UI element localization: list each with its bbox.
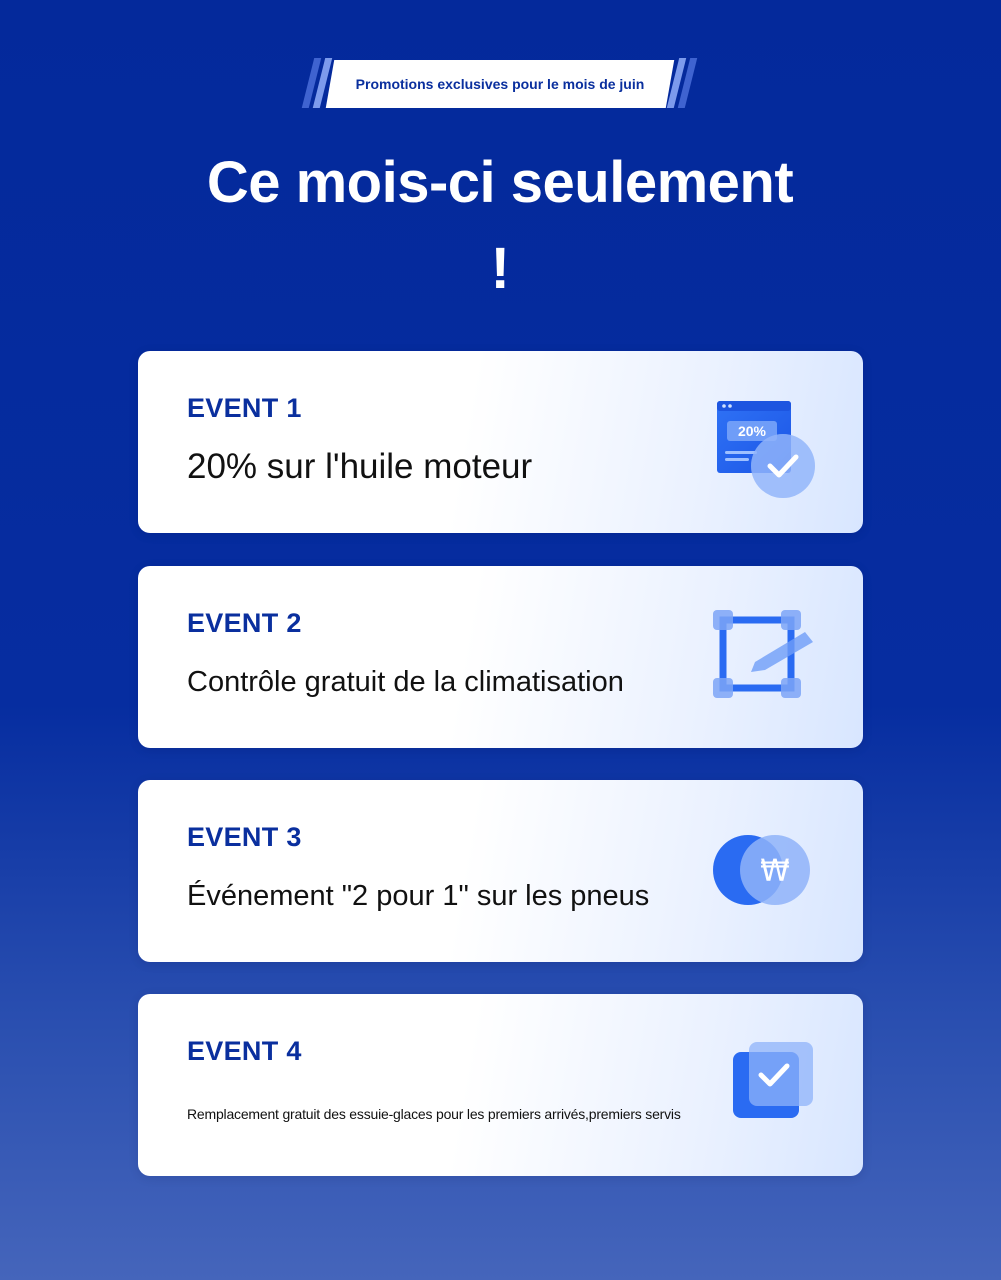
event-card-3 xyxy=(138,780,863,962)
event-label: EVENT 3 xyxy=(187,822,302,852)
event-label: EVENT 1 xyxy=(187,393,302,423)
won-symbol-text: ₩ xyxy=(760,854,790,889)
page-title-line1: Ce mois-ci seulement xyxy=(206,150,794,215)
checkbox-icon xyxy=(713,1038,823,1142)
event-description: Remplacement gratuit des essuie-glaces pour les premiers arrivés,premiers servis xyxy=(187,1106,681,1122)
page-title xyxy=(150,140,850,312)
event-label: EVENT 4 xyxy=(187,1036,302,1066)
page-title-line2: ! xyxy=(490,236,510,301)
won-coin-icon xyxy=(713,824,823,928)
discount-coupon-icon xyxy=(713,395,823,499)
event-card-4 xyxy=(138,994,863,1176)
discount-percent-text: 20% xyxy=(737,423,767,439)
event-label: EVENT 2 xyxy=(187,608,302,638)
promo-badge xyxy=(300,58,700,110)
event-description: 20% sur l'huile moteur xyxy=(187,447,533,486)
event-description: Événement "2 pour 1" sur les pneus xyxy=(187,880,650,912)
event-card-1 xyxy=(138,351,863,533)
event-card-2 xyxy=(138,566,863,748)
event-description: Contrôle gratuit de la climatisation xyxy=(187,666,624,698)
inspection-edit-icon xyxy=(713,610,823,714)
badge-text: Promotions exclusives pour le mois de juin xyxy=(355,76,645,92)
